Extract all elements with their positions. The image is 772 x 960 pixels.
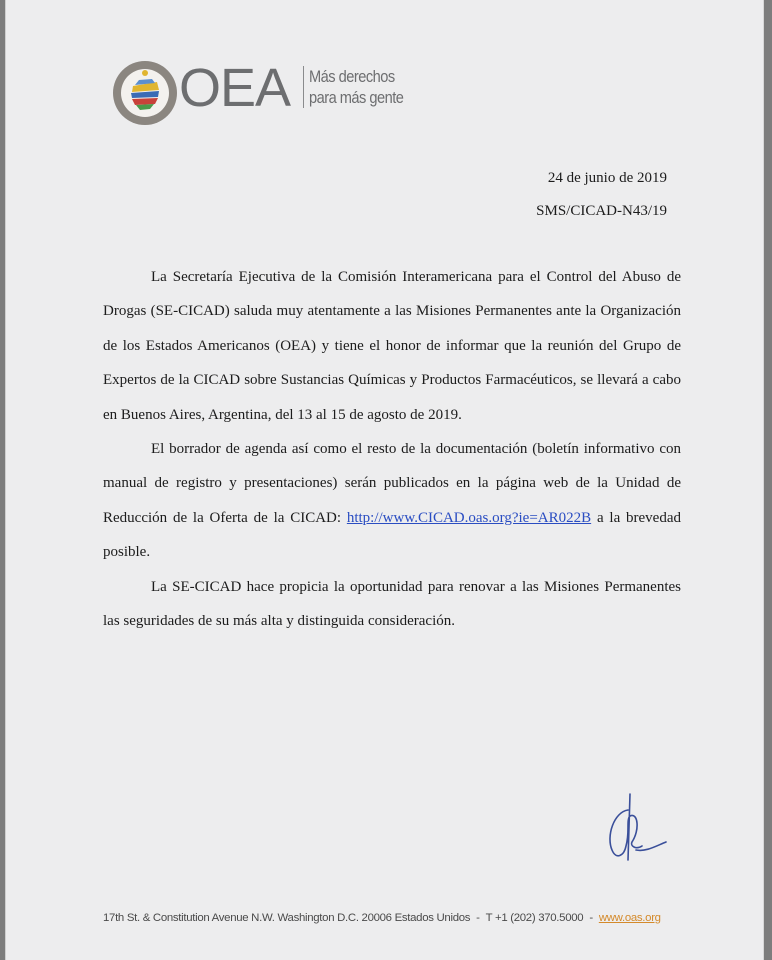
oea-wordmark: OEA xyxy=(179,58,291,118)
reference-number: SMS/CICAD-N43/19 xyxy=(536,203,667,219)
letter-body xyxy=(103,260,681,638)
cicad-link[interactable]: http://www.CICAD.oas.org?ie=AR022B xyxy=(346,509,592,526)
paragraph-3: La SE-CICAD hace propicia la oportunidad para renovar a las Misiones Permanentes las seguridades de su más alta y distinguida consideración. xyxy=(103,578,681,630)
footer-phone: T +1 (202) 370.5000 xyxy=(485,912,584,924)
logo-divider xyxy=(303,66,304,108)
letter-page xyxy=(5,0,764,960)
tagline-line-2: para más gente xyxy=(309,88,404,107)
tagline-line-1: Más derechos xyxy=(309,67,395,86)
footer-website-link[interactable]: www.oas.org xyxy=(598,912,661,924)
paragraph-2-tail: a la brevedad posible. xyxy=(103,509,681,561)
paragraph-1: La Secretaría Ejecutiva de la Comisión Interamericana para el Control del Abuso de Drogas (SE-CICAD) saluda muy atentamente a las Misiones Permanentes ante la Organización de los Estados Americanos (OEA) y tiene el honor de informar que la reunión del Grupo de Expertos de la CICAD sobre Sustancias Químicas y Productos Farmacéuticos, se llevará a cabo en Buenos Aires, Argentina, del 13 al 15 de agosto de 2019. xyxy=(103,269,681,423)
letter-date: 24 de junio de 2019 xyxy=(547,170,667,186)
signature xyxy=(596,790,676,870)
footer-separator: - xyxy=(476,912,480,924)
footer-separator-2: - xyxy=(589,912,593,924)
paragraph-2 xyxy=(103,432,681,570)
paragraph-2-text: El borrador de agenda así como el resto de la documentación (boletín informativo con manual de registro y presentaciones) serán publicados en la página web de la Unidad de Reducción de la Oferta de la CICAD: xyxy=(103,441,681,526)
footer xyxy=(103,912,661,924)
logo-tagline xyxy=(309,66,403,108)
oas-seal-logo xyxy=(112,60,178,126)
footer-address: 17th St. & Constitution Avenue N.W. Washington D.C. 20006 Estados Unidos xyxy=(103,912,471,924)
